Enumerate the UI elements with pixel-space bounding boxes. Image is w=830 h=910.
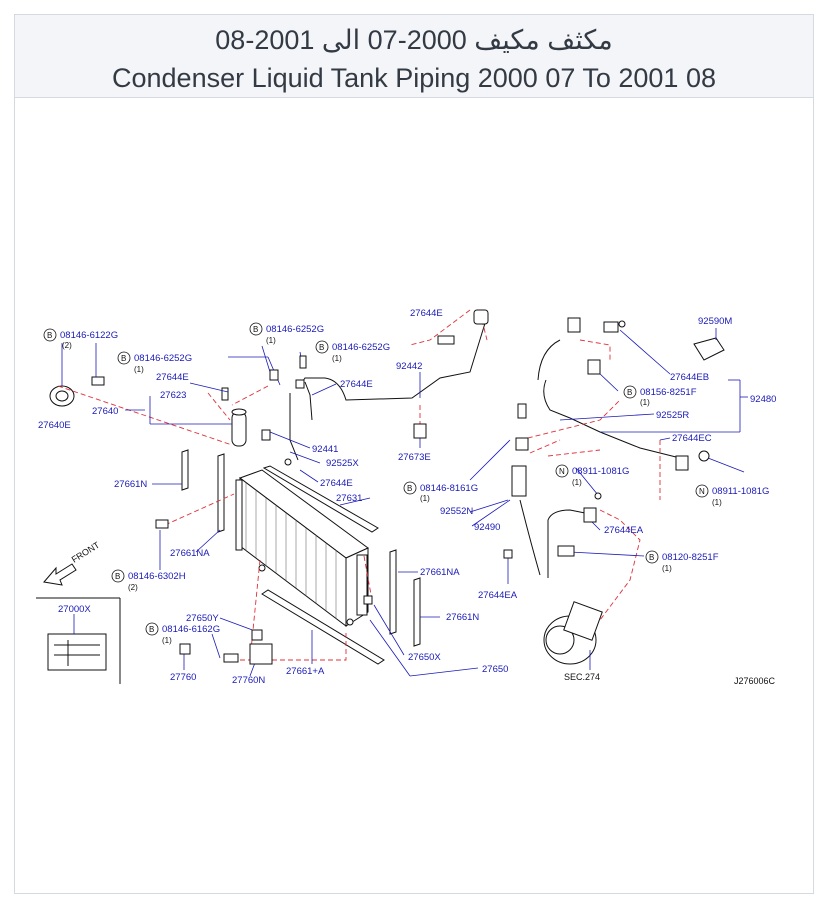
part-92590M[interactable] [694,338,724,360]
svg-text:(1): (1) [420,494,430,503]
svg-text:B: B [121,354,127,363]
label-27661NA: 27661NA [170,548,210,559]
label-08146-6162G: 08146-6162G [162,624,221,635]
label-08146-8161G: 08146-8161G [420,483,479,494]
label-92552N: 92552N [440,506,474,517]
label-08146-6302H: 08146-6302H [128,571,186,582]
label-27640: 27640 [92,406,119,417]
compressor[interactable] [544,602,602,664]
label-92525R: 92525R [656,410,690,421]
svg-text:(1): (1) [572,478,582,487]
front-arrow [44,540,102,585]
label-27631: 27631 [336,493,363,504]
svg-text:(2): (2) [62,341,72,350]
svg-text:B: B [319,343,325,352]
label-27644E: 27644E [340,379,373,390]
label-08156-8251F: 08156-8251F [640,387,697,398]
diagram-code: J276006C [734,676,776,686]
label-92590M: 92590M [698,316,733,327]
svg-text:(1): (1) [662,564,672,573]
svg-text:B: B [407,484,413,493]
label-27661N: 27661N [114,479,148,490]
label-08146-6122G: 08146-6122G [60,330,119,341]
label-27650Y: 27650Y [186,613,219,624]
bracket-27640[interactable] [50,377,104,406]
label-27644E: 27644E [156,372,189,383]
label-92442: 92442 [396,361,423,372]
svg-text:N: N [559,467,565,476]
svg-text:B: B [649,553,655,562]
label-27644E: 27644E [410,308,443,319]
label-27644EA: 27644EA [604,525,644,536]
svg-text:N: N [699,487,705,496]
label-08146-6252G: 08146-6252G [332,342,391,353]
label-27623: 27623 [160,390,187,401]
label-92525X: 92525X [326,458,359,469]
sec-label: SEC.274 [564,672,601,682]
svg-text:(1): (1) [134,365,144,374]
label-27640E: 27640E [38,420,71,431]
label-27650X: 27650X [408,652,441,663]
label-08146-6252G: 08146-6252G [134,353,193,364]
label-27673E: 27673E [398,452,431,463]
svg-text:B: B [149,625,155,634]
label-27644EA: 27644EA [478,590,518,601]
label-27661N: 27661N [446,612,480,623]
svg-text:(2): (2) [128,583,138,592]
title-english: Condenser Liquid Tank Piping 2000 07 To 2001 08 [112,63,716,93]
label-92490: 92490 [474,522,501,533]
front-label: FRONT [69,539,102,565]
label-27661A: 27661+A [286,666,325,677]
svg-text:B: B [627,388,633,397]
svg-text:B: B [115,572,121,581]
label-27650: 27650 [482,664,509,675]
label-27760N: 27760N [232,675,266,686]
svg-text:(1): (1) [266,336,276,345]
label-27644EB: 27644EB [670,372,710,383]
label-08120-8251F: 08120-8251F [662,552,719,563]
label-08146-6252G: 08146-6252G [266,324,325,335]
label-92441: 92441 [312,444,339,455]
liquid-tank[interactable] [222,388,246,446]
title-arabic: مكثف مكيف 2000-07 الى 2001-08 [215,25,613,55]
label-27760: 27760 [170,672,197,683]
label-27644E: 27644E [320,478,353,489]
label-27644EC: 27644EC [672,433,712,444]
label-08911-1081G: 08911-1081G [712,486,770,497]
label-27661NA: 27661NA [420,567,460,578]
svg-text:(1): (1) [162,636,172,645]
svg-text:(1): (1) [712,498,722,507]
svg-text:B: B [253,325,259,334]
label-92480: 92480 [750,394,777,405]
svg-text:B: B [47,331,53,340]
svg-text:(1): (1) [332,354,342,363]
svg-text:(1): (1) [640,398,650,407]
label-27000X: 27000X [58,604,91,615]
label-08911-1081G: 08911-1081G [572,466,630,477]
